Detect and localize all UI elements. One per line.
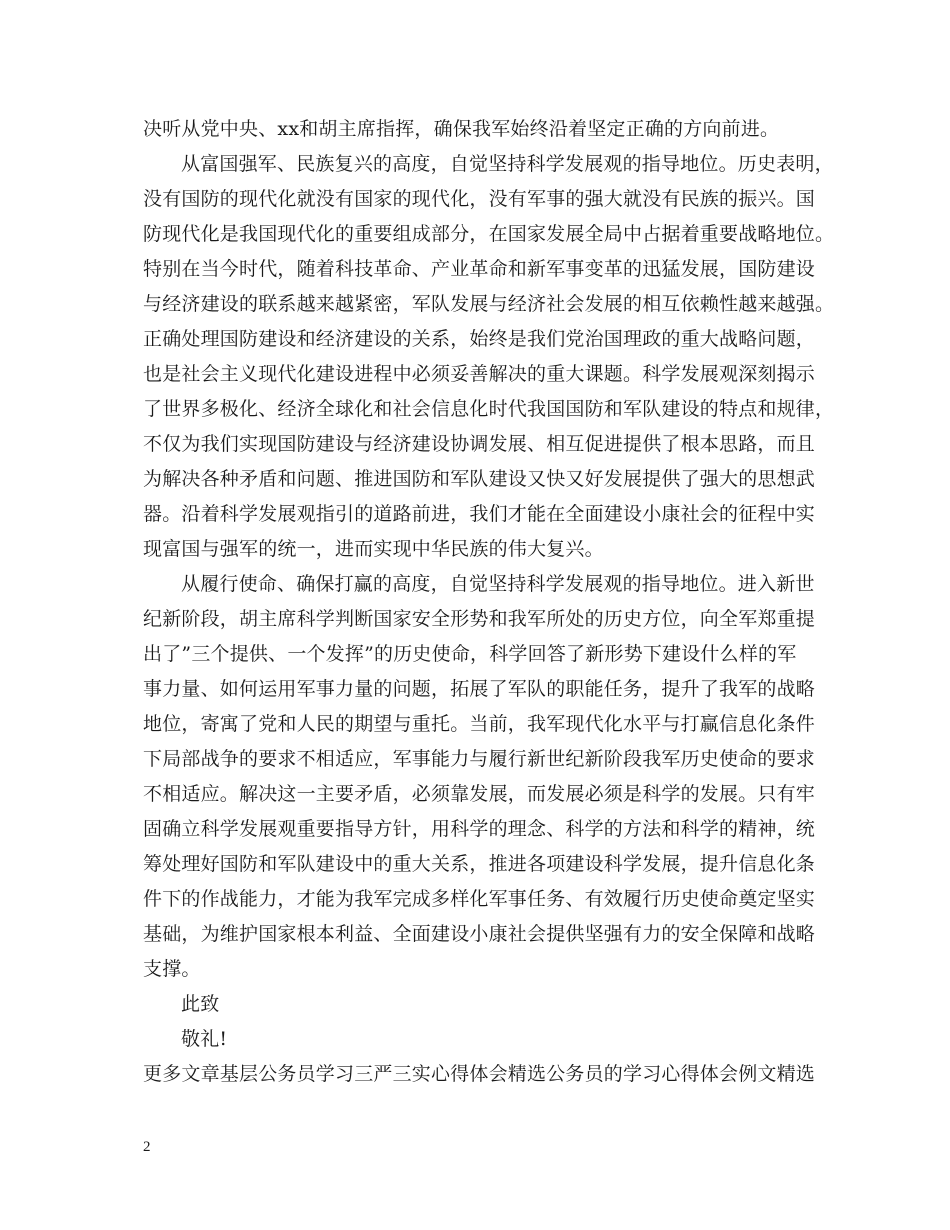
closing-regards: 敬礼! (181, 1028, 228, 1050)
text-line: 现富国与强军的统一，进而实现中华民族的伟大复兴。 (143, 538, 604, 560)
paragraph-start-line: 从富国强军、民族复兴的高度，自觉坚持科学发展观的指导地位。历史表明， (181, 153, 834, 175)
paragraph-start-line: 从履行使命、确保打赢的高度，自觉坚持科学发展观的指导地位。进入新世 (181, 573, 815, 595)
text-line: 没有国防的现代化就没有国家的现代化，没有军事的强大就没有民族的振兴。国 (143, 188, 816, 210)
related-articles-line: 更多文章基层公务员学习三严三实心得体会精选公务员的学习心得体会例文精选 (143, 1063, 816, 1085)
text-line: 了世界多极化、经济全球化和社会信息化时代我国国防和军队建设的特点和规律， (143, 398, 835, 420)
text-line: 地位，寄寓了党和人民的期望与重托。当前，我军现代化水平与打赢信息化条件 (143, 713, 816, 735)
text-line: 事力量、如何运用军事力量的问题，拓展了军队的职能任务，提升了我军的战略 (143, 678, 816, 700)
text-line: 正确处理国防建设和经济建设的关系，始终是我们党治国理政的重大战略问题， (143, 328, 816, 350)
text-line: 也是社会主义现代化建设进程中必须妥善解决的重大课题。科学发展观深刻揭示 (143, 363, 816, 385)
text-line: 决听从党中央、xx和胡主席指挥，确保我军始终沿着坚定正确的方向前进。 (143, 118, 780, 140)
text-line: 件下的作战能力，才能为我军完成多样化军事任务、有效履行历史使命奠定坚实 (143, 888, 816, 910)
text-line: 支撑。 (143, 958, 201, 980)
text-line: 固确立科学发展观重要指导方针，用科学的理念、科学的方法和科学的精神，统 (143, 818, 816, 840)
text-line: 下局部战争的要求不相适应，军事能力与履行新世纪新阶段我军历史使命的要求 (143, 748, 816, 770)
closing-salutation: 此致 (181, 993, 220, 1015)
text-line: 器。沿着科学发展观指引的道路前进，我们才能在全面建设小康社会的征程中实 (143, 503, 816, 525)
text-line: 防现代化是我国现代化的重要组成部分，在国家发展全局中占据着重要战略地位。 (143, 223, 835, 245)
text-line: 基础，为维护国家根本利益、全面建设小康社会提供坚强有力的安全保障和战略 (143, 923, 816, 945)
text-line: 为解决各种矛盾和问题、推进国防和军队建设又快又好发展提供了强大的思想武 (143, 468, 816, 490)
text-line: 与经济建设的联系越来越紧密，军队发展与经济社会发展的相互依赖性越来越强。 (143, 293, 835, 315)
text-line: 筹处理好国防和军队建设中的重大关系，推进各项建设科学发展，提升信息化条 (143, 853, 816, 875)
text-line: 特别在当今时代，随着科技革命、产业革命和新军事变革的迅猛发展，国防建设 (143, 258, 816, 280)
text-line: 纪新阶段，胡主席科学判断国家安全形势和我军所处的历史方位，向全军郑重提 (143, 608, 816, 630)
text-line: 出了”三个提供、一个发挥”的历史使命，科学回答了新形势下建设什么样的军 (143, 643, 797, 665)
page-number: 2 (143, 1139, 151, 1155)
text-line: 不相适应。解决这一主要矛盾，必须靠发展，而发展必须是科学的发展。只有牢 (143, 783, 816, 805)
text-line: 不仅为我们实现国防建设与经济建设协调发展、相互促进提供了根本思路，而且 (143, 433, 816, 455)
